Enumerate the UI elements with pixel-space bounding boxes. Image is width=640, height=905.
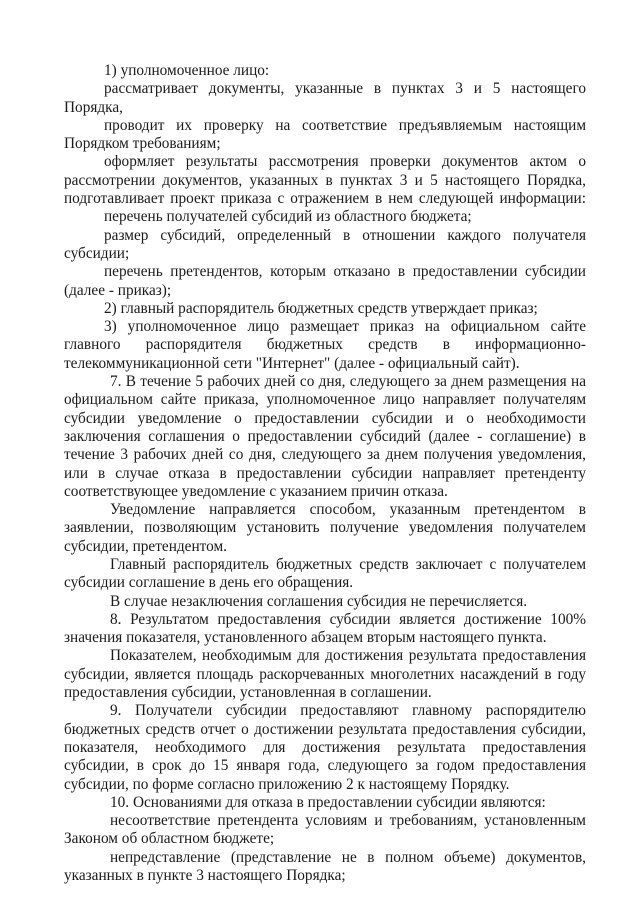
text-line: Порядка, bbox=[64, 99, 123, 116]
text-line: 9. Получатели субсидии предоставляют главному распорядителю bbox=[110, 702, 586, 719]
text-line: показателя, необходимого для достижения результата предоставления bbox=[64, 739, 586, 756]
text-line: официальном сайте приказа, уполномоченное лицо направляет получателям bbox=[64, 391, 586, 408]
text-line: 2) главный распорядитель бюджетных средств утверждает приказ; bbox=[104, 300, 538, 317]
text-line: соответствующее уведомление с указанием причин отказа. bbox=[64, 483, 448, 500]
text-line: Законом об областном бюджете; bbox=[64, 830, 275, 847]
text-line: телекоммуникационной сети "Интернет" (далее - официальный сайт). bbox=[64, 355, 520, 372]
text-line: 7. В течение 5 рабочих дней со дня, следующего за днем размещения на bbox=[110, 373, 586, 390]
text-line: рассматривает документы, указанные в пунктах 3 и 5 настоящего bbox=[104, 80, 586, 97]
text-line: субсидии, претендентом. bbox=[64, 538, 227, 555]
text-line: субсидии, по форме согласно приложению 2 к настоящему Порядку. bbox=[64, 776, 510, 793]
text-line: 8. Результатом предоставления субсидии является достижение 100% bbox=[110, 611, 586, 628]
text-line: 1) уполномоченное лицо: bbox=[104, 62, 270, 79]
text-line: заявлении, позволяющим установить получение уведомления получателем bbox=[64, 519, 586, 536]
text-line: перечень получателей субсидий из областного бюджета; bbox=[104, 208, 472, 225]
text-line: главного распорядителя бюджетных средств в информационно- bbox=[64, 336, 586, 353]
text-line: перечень претендентов, которым отказано в предоставлении субсидии bbox=[104, 263, 586, 280]
text-line: заключения соглашения о предоставлении субсидий (далее - соглашение) в bbox=[64, 428, 586, 445]
text-line: Порядком требованиям; bbox=[64, 135, 221, 152]
text-line: субсидии соглашение в день его обращения. bbox=[64, 574, 354, 591]
text-line: субсидии уведомление о предоставлении субсидии и о необходимости bbox=[64, 410, 586, 427]
text-line: предоставления субсидии, установленная в соглашении. bbox=[64, 684, 432, 701]
text-line: подготавливает проект приказа с отражением в нем следующей информации: bbox=[64, 190, 586, 207]
text-line: Уведомление направляется способом, указанным претендентом в bbox=[110, 501, 586, 518]
text-line: Показателем, необходимым для достижения результата предоставления bbox=[110, 647, 586, 664]
text-line: течение 3 рабочих дней со дня, следующего за днем получения уведомления, bbox=[64, 446, 586, 463]
text-line: бюджетных средств отчет о достижении результата предоставления субсидии, bbox=[64, 721, 586, 738]
text-line: несоответствие претендента условиям и требованиям, установленным bbox=[110, 812, 586, 829]
text-line: Главный распорядитель бюджетных средств заключает с получателем bbox=[110, 556, 586, 573]
text-line: субсидии, является площадь раскорчеванных многолетних насаждений в году bbox=[64, 666, 586, 683]
text-line: 3) уполномоченное лицо размещает приказ на официальном сайте bbox=[104, 318, 586, 335]
text-line: субсидии, в срок до 15 января года, следующего за годом предоставления bbox=[64, 757, 586, 774]
text-line: или в случае отказа в предоставлении субсидии направляет претенденту bbox=[64, 465, 586, 482]
text-line: рассмотрении документов, указанных в пунктах 3 и 5 настоящего Порядка, bbox=[64, 172, 586, 189]
text-line: размер субсидий, определенный в отношении каждого получателя bbox=[104, 227, 586, 244]
text-line: значения показателя, установленного абзацем вторым настоящего пункта. bbox=[64, 629, 547, 646]
text-line: 10. Основаниями для отказа в предоставлении субсидии являются: bbox=[110, 794, 546, 811]
text-line: (далее - приказ); bbox=[64, 282, 172, 299]
text-line: проводит их проверку на соответствие предъявляемым настоящим bbox=[104, 117, 586, 134]
text-line: указанных в пункте 3 настоящего Порядка; bbox=[64, 867, 346, 884]
text-line: оформляет результаты рассмотрения проверки документов актом о bbox=[104, 153, 586, 170]
text-line: непредставление (представление не в полном объеме) документов, bbox=[110, 849, 586, 866]
text-line: В случае незаключения соглашения субсидия не перечисляется. bbox=[110, 593, 528, 610]
text-line: субсидии; bbox=[64, 245, 130, 262]
